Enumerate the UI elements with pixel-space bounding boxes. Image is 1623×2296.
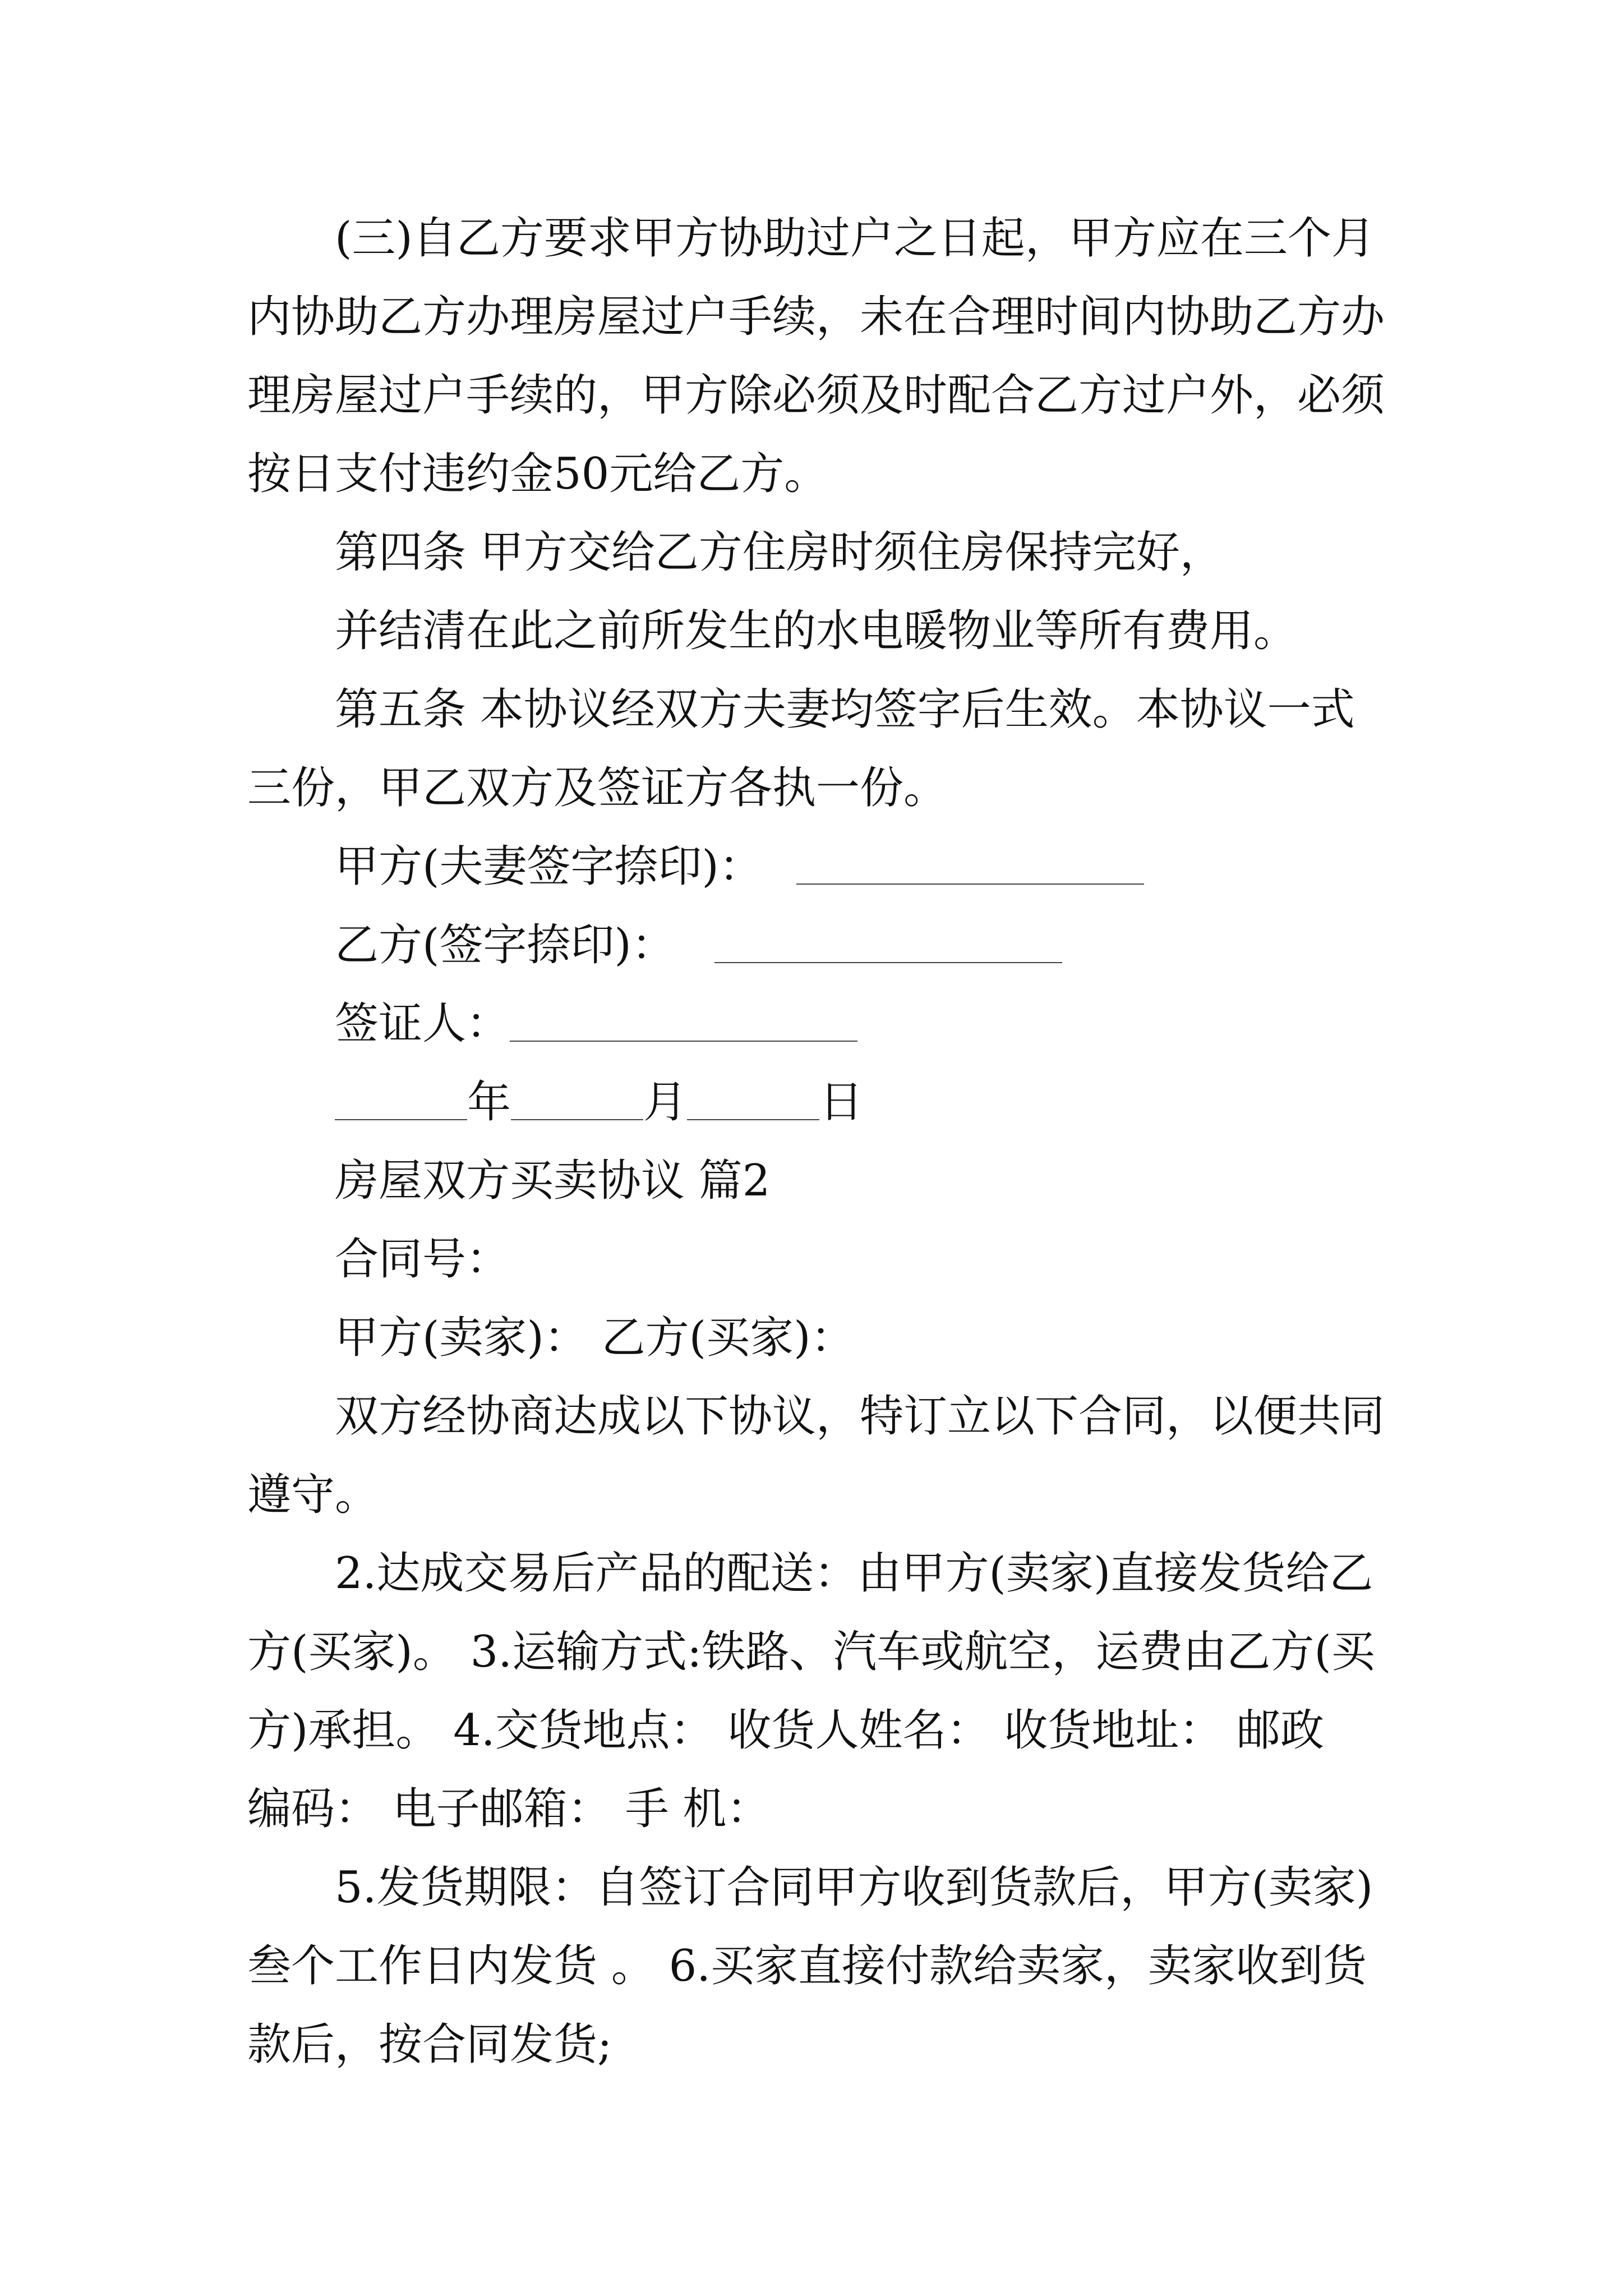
- month-label: 月: [643, 1077, 688, 1128]
- agreement-intro-line-2: 遵守。: [247, 1470, 379, 1520]
- document-body: [247, 199, 1385, 2084]
- party-b-signature-line: [247, 906, 1380, 984]
- year-field[interactable]: [335, 1119, 467, 1120]
- shipping-deadline-line-1: 5.发货期限：自签订合同甲方收到货款后，甲方(卖家): [335, 1862, 1373, 1913]
- party-b-signature-label: 乙方(签字捺印)：: [335, 920, 675, 970]
- shipping-deadline-line-3: 款后，按合同发货;: [247, 2019, 612, 2070]
- delivery-terms-line-2: 方(买家)。 3.运输方式:铁路、汽车或航空，运费由乙方(买: [247, 1627, 1375, 1677]
- day-label: 日: [819, 1077, 864, 1128]
- agreement-intro-line-1: 双方经协商达成以下协议，特订立以下合同，以便共同: [335, 1391, 1385, 1442]
- witness-signature-line: [247, 984, 1380, 1063]
- month-field[interactable]: [511, 1119, 643, 1120]
- delivery-terms-line-4: 编码： 电子邮箱： 手 机：: [247, 1784, 771, 1834]
- contract-number-label: 合同号：: [335, 1234, 510, 1285]
- paragraph-clause-3-line-4: 按日支付违约金50元给乙方。: [247, 449, 828, 499]
- article-5-line-2: 三份，甲乙双方及签证方各执一份。: [247, 763, 948, 813]
- article-4: 第四条 甲方交给乙方住房时须住房保持完好，: [335, 527, 1224, 578]
- day-field[interactable]: [687, 1119, 819, 1120]
- article-5-line-1: 第五条 本协议经双方夫妻均签字后生效。本协议一式: [335, 684, 1355, 735]
- party-a-signature-label: 甲方(夫妻签字捺印)：: [335, 841, 763, 892]
- party-a-signature-line: [247, 827, 1380, 906]
- section-2-heading: 房屋双方买卖协议 篇2: [335, 1156, 771, 1206]
- party-b-signature-field[interactable]: [714, 961, 1062, 963]
- paragraph-clause-3-line-1: (三)自乙方要求甲方协助过户之日起，甲方应在三个月: [335, 213, 1375, 264]
- paragraph-clause-3-line-3: 理房屋过户手续的，甲方除必须及时配合乙方过户外，必须: [247, 370, 1385, 421]
- witness-label: 签证人：: [335, 999, 510, 1049]
- parties-line: 甲方(卖家)： 乙方(买家)：: [335, 1313, 855, 1363]
- date-line: [247, 1063, 1380, 1142]
- article-4-continued: 并结清在此之前所发生的水电暖物业等所有费用。: [335, 606, 1298, 656]
- witness-signature-field[interactable]: [510, 1040, 857, 1042]
- delivery-terms-line-1: 2.达成交易后产品的配送：由甲方(卖家)直接发货给乙: [335, 1548, 1373, 1599]
- paragraph-clause-3-line-2: 内协助乙方办理房屋过户手续，未在合理时间内协助乙方办: [247, 292, 1385, 342]
- shipping-deadline-line-2: 叁个工作日内发货 。 6.买家直接付款给卖家，卖家收到货: [247, 1941, 1367, 1991]
- party-a-signature-field[interactable]: [796, 883, 1144, 885]
- year-label: 年: [467, 1077, 511, 1128]
- delivery-terms-line-3: 方)承担。 4.交货地点： 收货人姓名： 收货地址： 邮政: [247, 1705, 1325, 1756]
